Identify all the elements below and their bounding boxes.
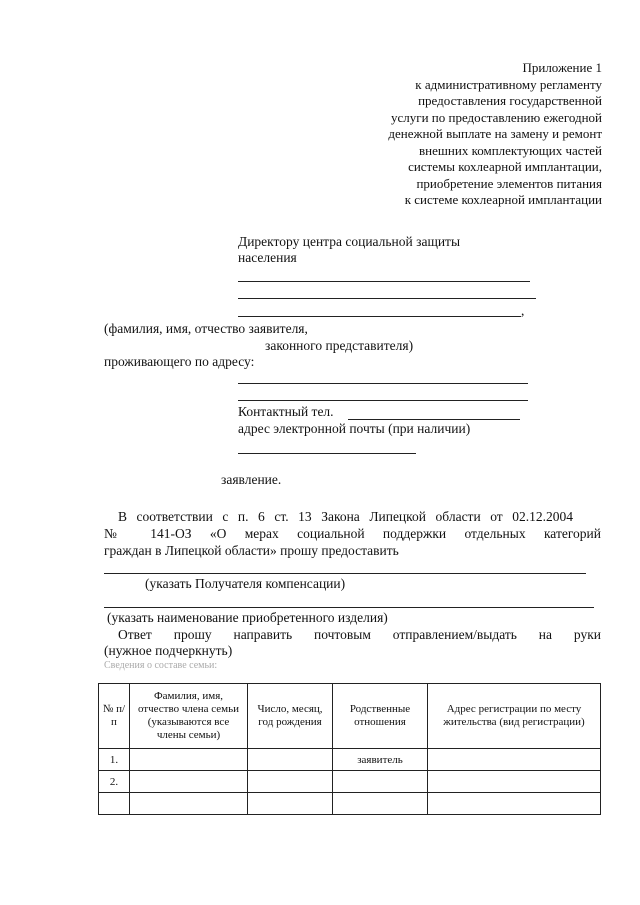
name-field-line-3[interactable] — [238, 316, 521, 317]
name-field-line-1[interactable] — [238, 281, 530, 282]
recipient-field-line[interactable] — [104, 573, 586, 574]
cell-relationship[interactable] — [333, 771, 428, 793]
header-birth-date: Число, месяц, год рождения — [248, 684, 333, 749]
appendix-line: услуги по предоставлению ежегодной — [391, 109, 602, 125]
appendix-line: приобретение элементов питания — [416, 175, 602, 191]
appendix-header — [388, 60, 602, 209]
addressee-line-1: Директору центра социальной защиты — [238, 234, 461, 249]
comma-mark: , — [521, 303, 525, 318]
cell-birth-date[interactable] — [248, 793, 333, 815]
delivery-hint: (нужное подчеркнуть) — [104, 643, 233, 658]
family-caption: Сведения о составе семьи: — [104, 660, 218, 671]
table-row — [99, 771, 601, 793]
name-hint: (фамилия, имя, отчество заявителя, — [104, 321, 308, 336]
recipient-hint: (указать Получателя компенсации) — [145, 576, 346, 591]
cell-full-name[interactable] — [130, 793, 248, 815]
representative-hint: законного представителя) — [265, 338, 414, 353]
cell-registration-address[interactable] — [428, 771, 601, 793]
statement-title: заявление. — [221, 472, 282, 487]
appendix-line: к системе кохлеарной имплантации — [404, 192, 602, 207]
table-header-row — [99, 684, 601, 749]
product-hint: (указать наименование приобретенного изделия) — [107, 610, 388, 625]
name-field-line-2[interactable] — [238, 298, 536, 299]
appendix-line: к административному регламенту — [415, 76, 602, 92]
statement-line-1: В соответствии с п. 6 ст. 13 Закона Липецкой области от 02.12.2004 — [118, 509, 573, 524]
phone-field-line[interactable] — [348, 419, 520, 420]
appendix-line: внешних комплектующих частей — [419, 142, 602, 158]
email-field-line[interactable] — [238, 453, 416, 454]
email-label: адрес электронной почты (при наличии) — [238, 421, 471, 436]
header-relationship: Родственные отношения — [333, 684, 428, 749]
header-number: № п/п — [99, 684, 130, 749]
product-field-line[interactable] — [104, 607, 594, 608]
delivery-line: Ответ прошу направить почтовым отправлением/выдать на руки — [118, 627, 601, 642]
address-field-line-2[interactable] — [238, 400, 528, 401]
statement-line-2: № 141-ОЗ «О мерах социальной поддержки отдельных категорий — [104, 526, 601, 541]
cell-number: 1. — [99, 749, 130, 771]
cell-full-name[interactable] — [130, 771, 248, 793]
cell-registration-address[interactable] — [428, 749, 601, 771]
header-full-name: Фамилия, имя, отчество члена семьи (указываются все члены семьи) — [130, 684, 248, 749]
table-row — [99, 749, 601, 771]
appendix-line: предоставления государственной — [418, 93, 602, 108]
cell-relationship: заявитель — [333, 749, 428, 771]
statement-line-3: граждан в Липецкой области» прошу предоставить — [104, 543, 399, 558]
cell-registration-address[interactable] — [428, 793, 601, 815]
cell-number — [99, 793, 130, 815]
header-registration-address: Адрес регистрации по месту жительства (вид регистрации) — [428, 684, 601, 749]
cell-birth-date[interactable] — [248, 749, 333, 771]
cell-relationship[interactable] — [333, 793, 428, 815]
appendix-line: системы кохлеарной имплантации, — [408, 159, 602, 174]
table-row — [99, 793, 601, 815]
family-table — [98, 683, 601, 815]
addressee-line-2: населения — [238, 250, 297, 265]
address-label: проживающего по адресу: — [104, 354, 255, 369]
cell-full-name[interactable] — [130, 749, 248, 771]
appendix-line: Приложение 1 — [522, 60, 602, 75]
cell-birth-date[interactable] — [248, 771, 333, 793]
appendix-line: денежной выплате на замену и ремонт — [388, 126, 602, 141]
phone-label: Контактный тел. — [238, 404, 334, 419]
address-field-line-1[interactable] — [238, 383, 528, 384]
cell-number: 2. — [99, 771, 130, 793]
